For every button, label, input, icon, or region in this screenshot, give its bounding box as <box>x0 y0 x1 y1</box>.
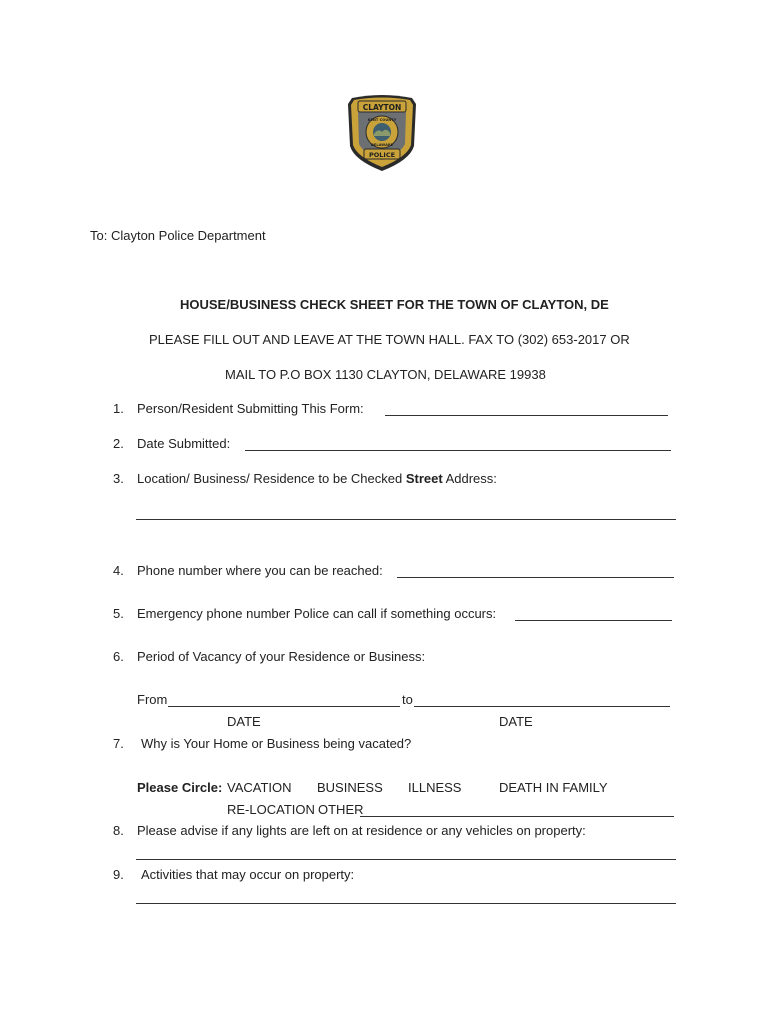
badge-middle-text-1: KENT COUNTY <box>367 118 397 122</box>
item-number-5: 5. <box>113 606 124 621</box>
from-date-caption: DATE <box>227 714 261 729</box>
q3-label <box>137 471 497 487</box>
option-business[interactable]: BUSINESS <box>317 780 383 795</box>
q2-input-line[interactable] <box>245 450 671 451</box>
q3-label-bold: Street <box>405 471 443 486</box>
option-death-in-family[interactable]: DEATH IN FAMILY <box>499 780 608 795</box>
please-circle-label: Please Circle: <box>137 780 223 795</box>
q5-label: Emergency phone number Police can call if something occurs: <box>137 606 497 621</box>
q5-input-line[interactable] <box>515 620 672 621</box>
option-vacation[interactable]: VACATION <box>227 780 292 795</box>
badge-middle-text-2: DELAWARE <box>370 143 394 147</box>
q1-label: Person/Resident Submitting This Form: <box>137 401 364 416</box>
option-illness[interactable]: ILLNESS <box>408 780 462 795</box>
clayton-police-badge-logo <box>344 94 420 172</box>
to-line: To: Clayton Police Department <box>90 228 266 243</box>
item-number-1: 1. <box>113 401 124 416</box>
item-number-4: 4. <box>113 563 124 578</box>
q9-label: Activities that may occur on property: <box>141 867 355 882</box>
from-date-input-line[interactable] <box>168 706 400 707</box>
q3-label-before: Location/ Business/ Residence to be Checked <box>137 471 406 486</box>
q3-label-after: Address: <box>442 471 497 486</box>
instructions-line-2: MAIL TO P.O BOX 1130 CLAYTON, DELAWARE 19938 <box>225 367 546 382</box>
item-number-3: 3. <box>113 471 124 486</box>
q7-label: Why is Your Home or Business being vacated? <box>141 736 412 751</box>
to-date-caption: DATE <box>499 714 533 729</box>
item-number-6: 6. <box>113 649 124 664</box>
q4-label: Phone number where you can be reached: <box>137 563 383 578</box>
item-number-7: 7. <box>113 736 124 751</box>
option-other[interactable]: OTHER <box>318 802 364 817</box>
q8-input-line[interactable] <box>136 859 676 860</box>
item-number-2: 2. <box>113 436 124 451</box>
to-label: to <box>402 692 413 707</box>
item-number-9: 9. <box>113 867 124 882</box>
form-title: HOUSE/BUSINESS CHECK SHEET FOR THE TOWN OF CLAYTON, DE <box>180 297 609 312</box>
to-date-input-line[interactable] <box>414 706 670 707</box>
badge-bottom-text: POLICE <box>368 151 396 159</box>
q2-label: Date Submitted: <box>137 436 231 451</box>
other-input-line[interactable] <box>360 816 674 817</box>
from-label: From <box>137 692 168 707</box>
item-number-8: 8. <box>113 823 124 838</box>
badge-top-text: CLAYTON <box>362 103 402 112</box>
q3-input-line[interactable] <box>136 519 676 520</box>
q8-label: Please advise if any lights are left on at residence or any vehicles on property: <box>137 823 586 838</box>
q6-label: Period of Vacancy of your Residence or Business: <box>137 649 426 664</box>
q1-input-line[interactable] <box>385 415 668 416</box>
option-re-location[interactable]: RE-LOCATION <box>227 802 315 817</box>
q4-input-line[interactable] <box>397 577 674 578</box>
q9-input-line[interactable] <box>136 903 676 904</box>
instructions-line-1: PLEASE FILL OUT AND LEAVE AT THE TOWN HALL. FAX TO (302) 653-2017 OR <box>149 332 630 347</box>
